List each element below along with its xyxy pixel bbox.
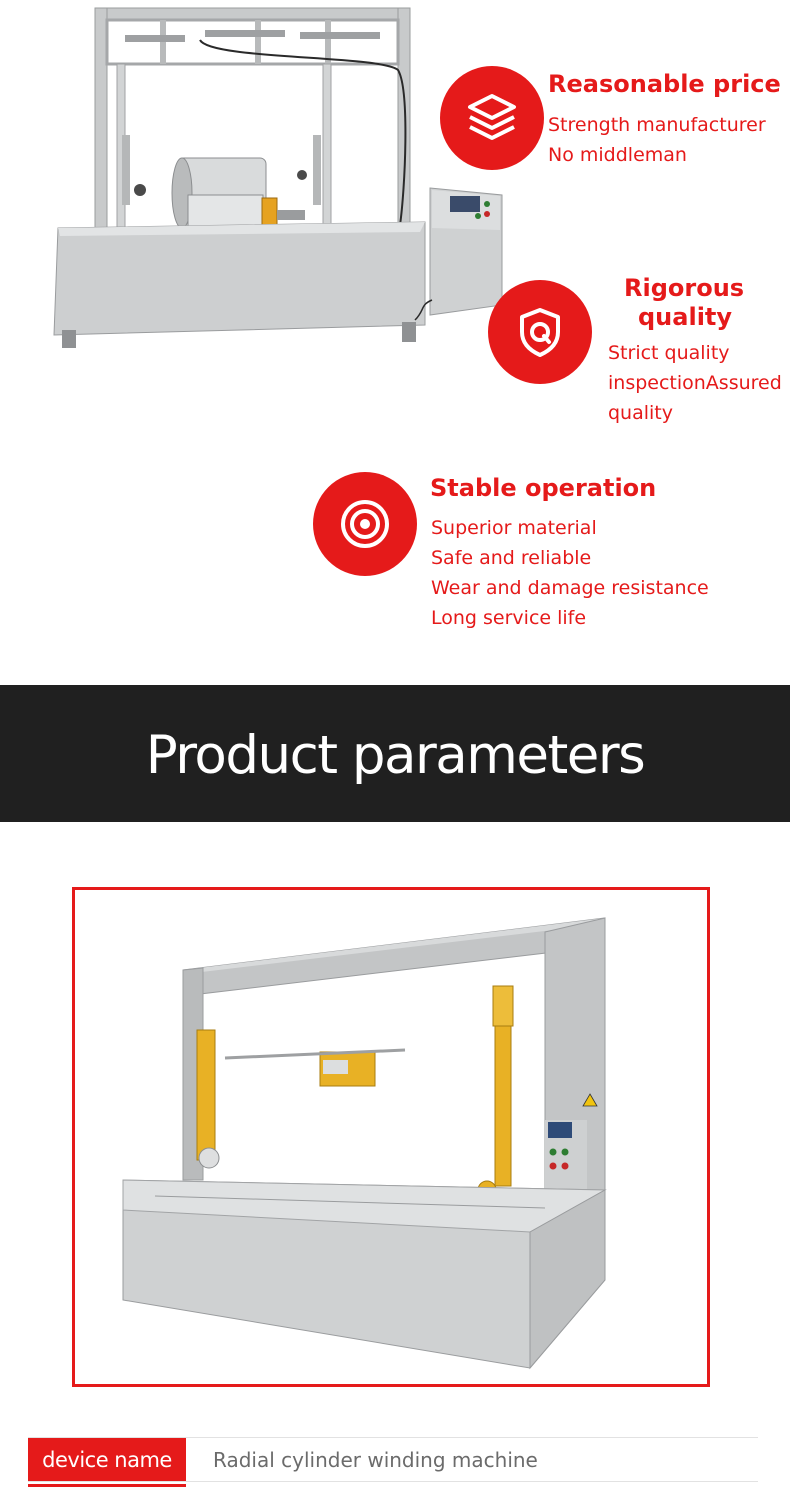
param-label: device name [28,1438,186,1482]
feature-3-desc-line: Wear and damage resistance [431,577,709,599]
feature-3-desc-line: Superior material [431,517,597,539]
feature-3-desc-line: Long service life [431,607,587,629]
section-title: Product parameters [145,725,645,786]
feature-1-title: Reasonable price [548,70,781,98]
winding-machine-image [75,890,707,1384]
feature-2-desc-line: Strict quality [608,342,730,364]
feature-2-desc-line: inspectionAssured [608,372,782,394]
feature-3-title: Stable operation [430,474,657,502]
param-value: Radial cylinder winding machine [213,1448,538,1472]
feature-2-title: quality [638,303,733,331]
table-divider [28,1481,758,1482]
product-photo-frame [72,887,710,1387]
feature-2-desc-line: quality [608,402,673,424]
shield-q-icon [512,304,568,360]
feature-3-icon-circle [313,472,417,576]
feature-1-desc-line: Strength manufacturer [548,114,766,136]
target-icon [337,496,393,552]
feature-1-icon-circle [440,66,544,170]
feature-2-title: Rigorous [624,274,745,302]
feature-1-desc-line: No middleman [548,144,687,166]
feature-2-icon-circle [488,280,592,384]
feature-3-desc-line: Safe and reliable [431,547,592,569]
testing-machine-image [40,0,510,350]
stacked-layers-icon [462,88,522,148]
section-banner [0,685,790,822]
